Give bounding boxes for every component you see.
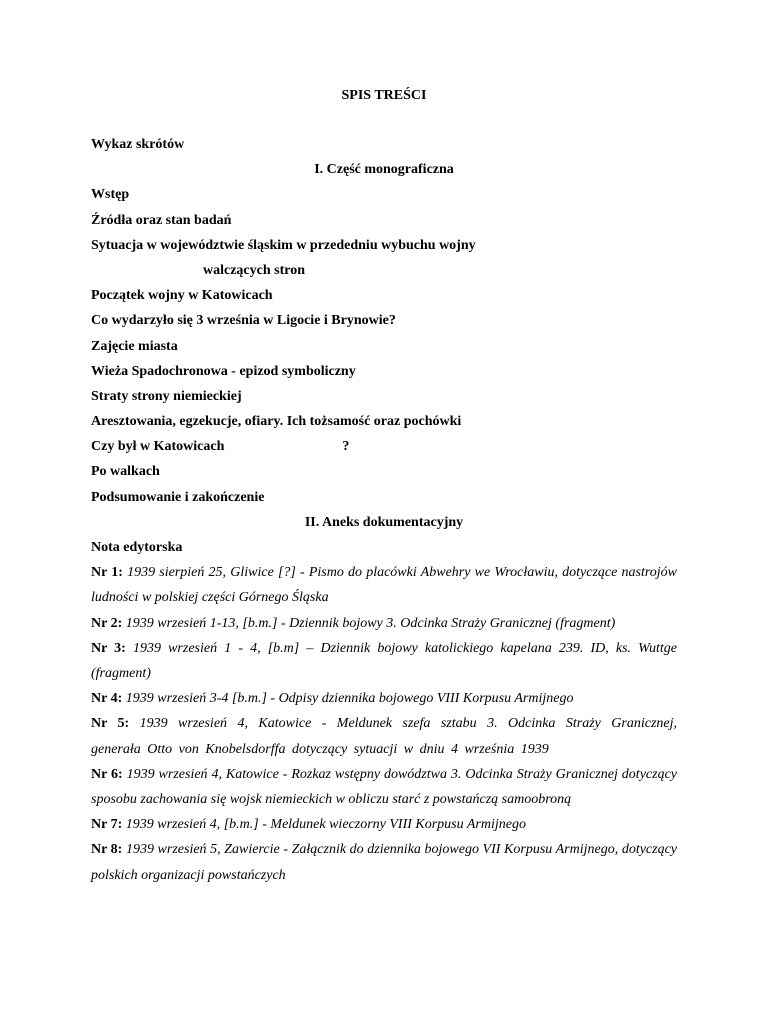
document-description: 1939 wrzesień 4, [b.m.] - Meldunek wieczorny VIII Korpusu Armijnego [125, 817, 526, 833]
document-number: Nr 1: [91, 565, 123, 581]
document-number: Nr 2: [91, 615, 123, 631]
document-entry [91, 636, 677, 686]
document-entry [91, 812, 677, 837]
toc-item: Aresztowania, egzekucje, ofiary. Ich tożsamość oraz pochówki [91, 414, 462, 430]
document-number: Nr 6: [91, 766, 123, 782]
toc-item [91, 434, 677, 459]
toc-item: Zajęcie miasta [91, 338, 178, 354]
document-description: 1939 wrzesień 3-4 [b.m.] - Odpisy dziennika bojowego VIII Korpusu Armijnego [125, 691, 574, 707]
document-entry [91, 711, 677, 761]
document-entry [91, 762, 677, 812]
document-description: 1939 wrzesień 4, Katowice - Rozkaz wstępny dowództwa 3. Odcinka Straży Granicznej dotyczący sposobu zachowania się wojsk niemieckich w obliczu starć z powstańczą samoobroną [91, 766, 677, 808]
document-number: Nr 8: [91, 842, 123, 858]
document-number: Nr 3: [91, 640, 126, 656]
toc-item: Co wydarzyło się 3 września w Ligocie i Brynowie? [91, 313, 396, 329]
toc-item-continuation: walczących stron [203, 262, 305, 278]
toc-item-question-mark: ? [342, 439, 350, 455]
document-description: 1939 wrzesień 1-13, [b.m.] - Dziennik bojowy 3. Odcinka Straży Granicznej (fragment) [125, 615, 616, 631]
toc-item-editorial-note: Nota edytorska [91, 540, 183, 555]
document-number: Nr 4: [91, 691, 123, 707]
document-entry [91, 686, 677, 711]
toc-item-abbreviations: Wykaz skrótów [91, 137, 185, 152]
table-of-contents [91, 83, 677, 888]
toc-item: Wstęp [91, 187, 130, 203]
part2-heading: II. Aneks dokumentacyjny [304, 514, 464, 530]
document-entry [91, 560, 677, 610]
toc-item: Źródła oraz stan badań [91, 212, 232, 228]
document-number: Nr 5: [91, 716, 130, 732]
toc-item: Wieża Spadochronowa - epizod symboliczny [91, 363, 356, 379]
page-title: SPIS TREŚCI [341, 88, 427, 103]
document-description: 1939 wrzesień 4, Katowice - Meldunek szefa sztabu 3. Odcinka Straży Granicznej, generała Otto von Knobelsdorffa dotyczący sytuacji w dniu 4 września 1939 [91, 716, 678, 757]
document-description: 1939 wrzesień 5, Zawiercie - Załącznik do dziennika bojowego VII Korpusu Armijnego, dotyczący polskich organizacji powstańczych [91, 842, 678, 883]
toc-item: Sytuacja w województwie śląskim w przededniu wybuchu wojny [91, 237, 476, 253]
document-entry [91, 837, 677, 887]
toc-item: Po walkach [91, 464, 160, 480]
document-entry [91, 611, 677, 636]
toc-item: Podsumowanie i zakończenie [91, 489, 265, 505]
toc-item-text: Czy był w Katowicach [91, 439, 225, 455]
document-number: Nr 7: [91, 817, 123, 833]
toc-item: Początek wojny w Katowicach [91, 288, 273, 304]
document-description: 1939 wrzesień 1 - 4, [b.m] – Dziennik bojowy katolickiego kapelana 239. ID, ks. Wuttge (fragment) [91, 640, 678, 681]
document-description: 1939 sierpień 25, Gliwice [?] - Pismo do placówki Abwehry we Wrocławiu, dotyczące nastrojów ludności w polskiej części Górnego Śląska [91, 565, 678, 606]
part1-heading: I. Część monograficzna [314, 162, 454, 178]
toc-item: Straty strony niemieckiej [91, 388, 242, 404]
